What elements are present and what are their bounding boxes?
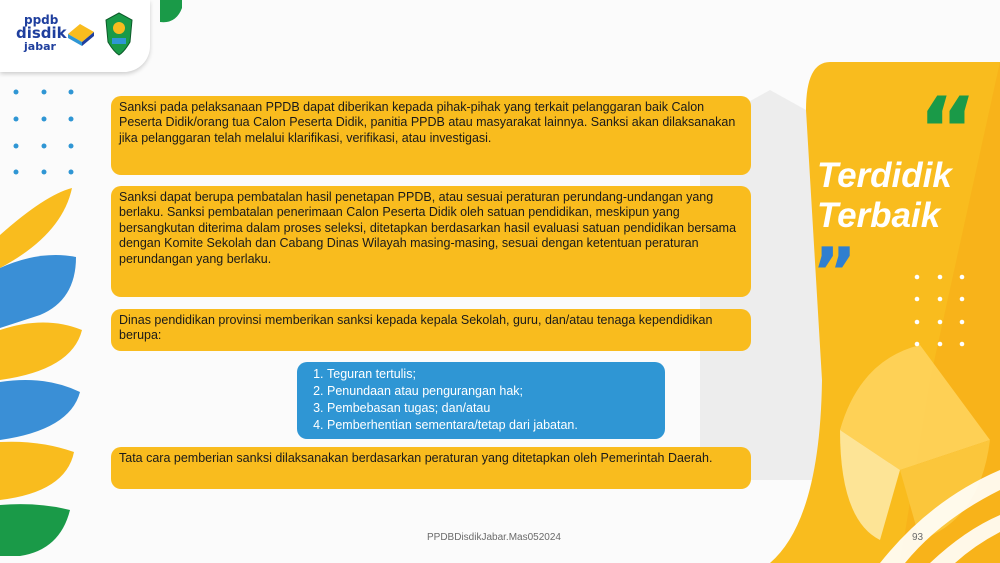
dot-grid-left	[14, 90, 74, 175]
book-logo-icon	[64, 18, 98, 48]
sanction-info-box-3	[111, 309, 751, 351]
decorative-shapes-left	[0, 188, 82, 556]
logo-line-disdik: disdik	[16, 24, 67, 42]
tagline-line-1: Terdidik	[817, 156, 952, 195]
sanction-list	[309, 366, 655, 434]
logo-area	[0, 0, 150, 72]
sanction-paragraph-1: Sanksi pada pelaksanaan PPDB dapat diberikan kepada pihak-pihak yang terkait pelanggaran baik Calon Peserta Didik/orang tua Calon Peserta Didik, panitia PPDB atau masyarakat lainnya. Sanksi akan dilaksanakan jika pelanggaran telah melalui klarifikasi, verifikasi, atau investigasi.	[119, 100, 736, 145]
tagline-line-2: Terbaik	[817, 196, 941, 235]
sanction-list-item: 1. Teguran tertulis;	[327, 366, 655, 383]
sanction-info-box-2	[111, 186, 751, 297]
sanction-list-box	[297, 362, 665, 439]
sanction-paragraph-2: Sanksi dapat berupa pembatalan hasil penetapan PPDB, atau sesuai peraturan perundang-undangan yang berlaku. Sanksi pembatalan penerimaan Calon Peserta Didik oleh satuan pendidikan, meskipun yang bersangkutan diterima dalam proses seleksi, ditetapkan berdasarkan hasil evaluasi satuan pendidikan bersama dengan Komite Sekolah dan Cabang Dinas Wilayah masing-masing, sesuai dengan ketentuan peraturan perundangan yang berlaku.	[119, 190, 737, 266]
logo-line-ppdb: ppdb	[24, 13, 59, 27]
sanction-list-item: 2. Penundaan atau pengurangan hak;	[327, 383, 655, 400]
sanction-info-box-4	[111, 447, 751, 489]
sanction-paragraph-3: Dinas pendidikan provinsi memberikan sanksi kepada kepala Sekolah, guru, dan/atau tenaga kependidikan berupa:	[119, 313, 713, 343]
open-quote-mark: “	[918, 78, 978, 183]
logo-line-jabar: jabar	[24, 40, 56, 53]
sanction-info-box-1	[111, 96, 751, 175]
sanction-list-item: 4. Pemberhentian sementara/tetap dari jabatan.	[327, 417, 655, 434]
west-java-emblem-icon	[104, 12, 134, 56]
close-quote-mark: ”	[812, 234, 857, 313]
sanction-paragraph-4: Tata cara pemberian sanksi dilaksanakan berdasarkan peraturan yang ditetapkan oleh Pemerintah Daerah.	[119, 451, 713, 465]
sanction-list-item: 3. Pembebasan tugas; dan/atau	[327, 400, 655, 417]
corner-accent	[160, 0, 182, 22]
footer-text: PPDBDisdikJabar.Mas052024	[427, 532, 561, 543]
tagline	[817, 156, 952, 236]
page-number: 93	[912, 532, 924, 543]
ppdb-disdik-jabar-logo	[16, 14, 67, 53]
